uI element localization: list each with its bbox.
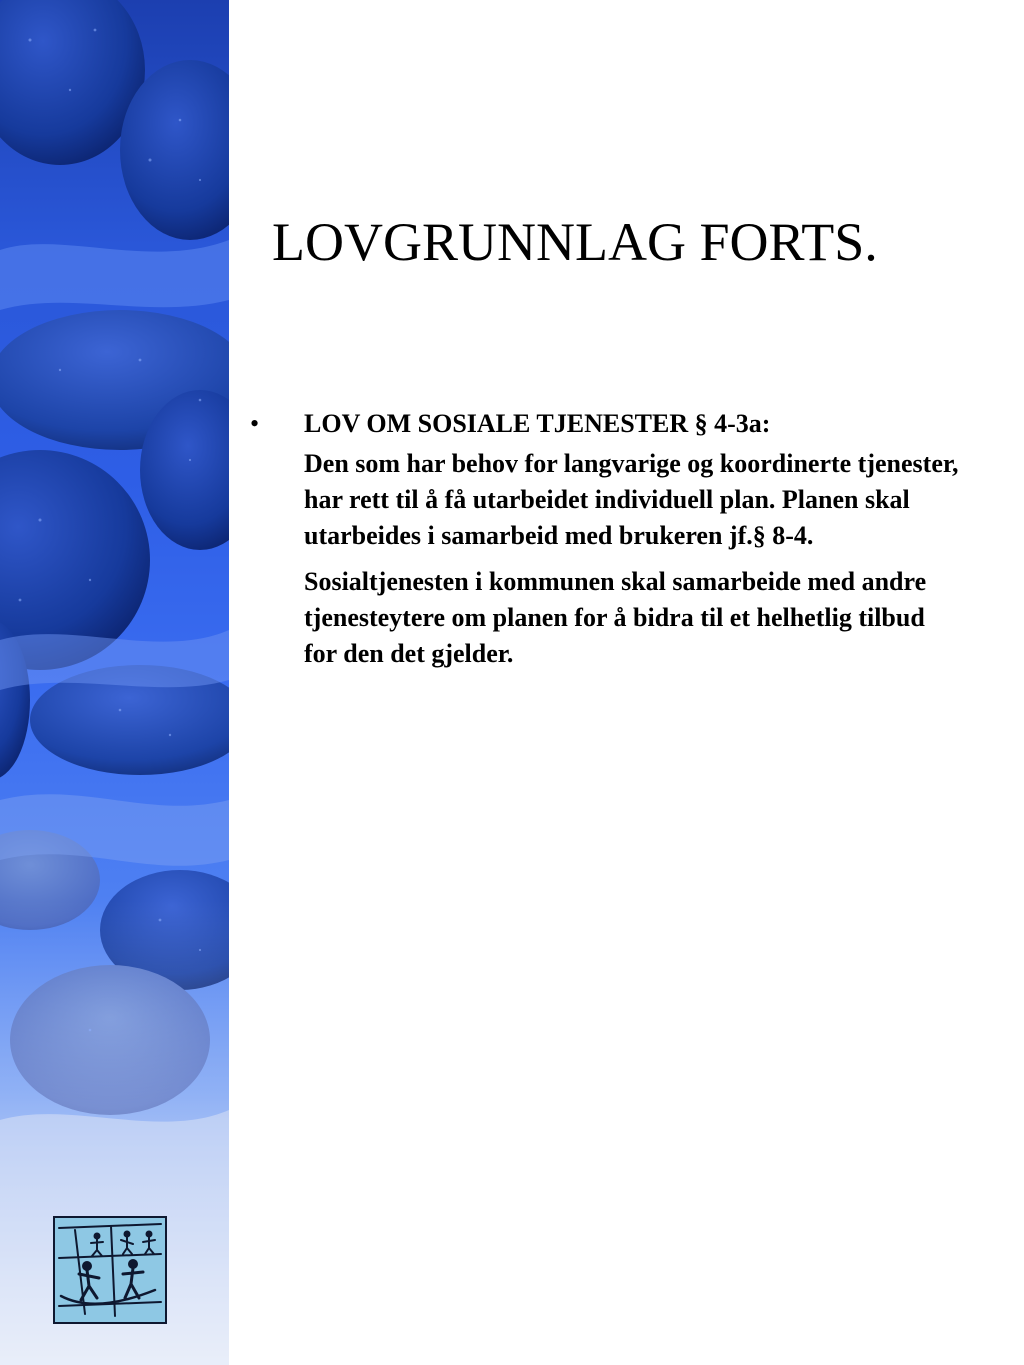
rock-art-figures-logo-icon	[55, 1218, 165, 1322]
blue-stones-image	[0, 0, 229, 1365]
bullet-glyph: •	[250, 409, 260, 438]
side-decorative-panel	[0, 0, 229, 1365]
bullet-item	[250, 404, 990, 444]
paragraph-individual-plan: Den som har behov for langvarige og koordinerte tjenester, har rett til å få utarbeidet individuell plan. Planen skal utarbeides i samarbeid med brukeren jf.§ 8-4.	[304, 449, 959, 550]
slide-title: LOVGRUNNLAG FORTS.	[272, 212, 878, 272]
law-heading: LOV OM SOSIALE TJENESTER § 4-3a:	[304, 409, 771, 438]
logo	[53, 1216, 167, 1324]
slide-body	[250, 404, 990, 682]
paragraph-cooperation: Sosialtjenesten i kommunen skal samarbeide med andre tjenesteytere om planen for å bidra til et helhetlig tilbud for den det gjelder.	[304, 567, 927, 668]
